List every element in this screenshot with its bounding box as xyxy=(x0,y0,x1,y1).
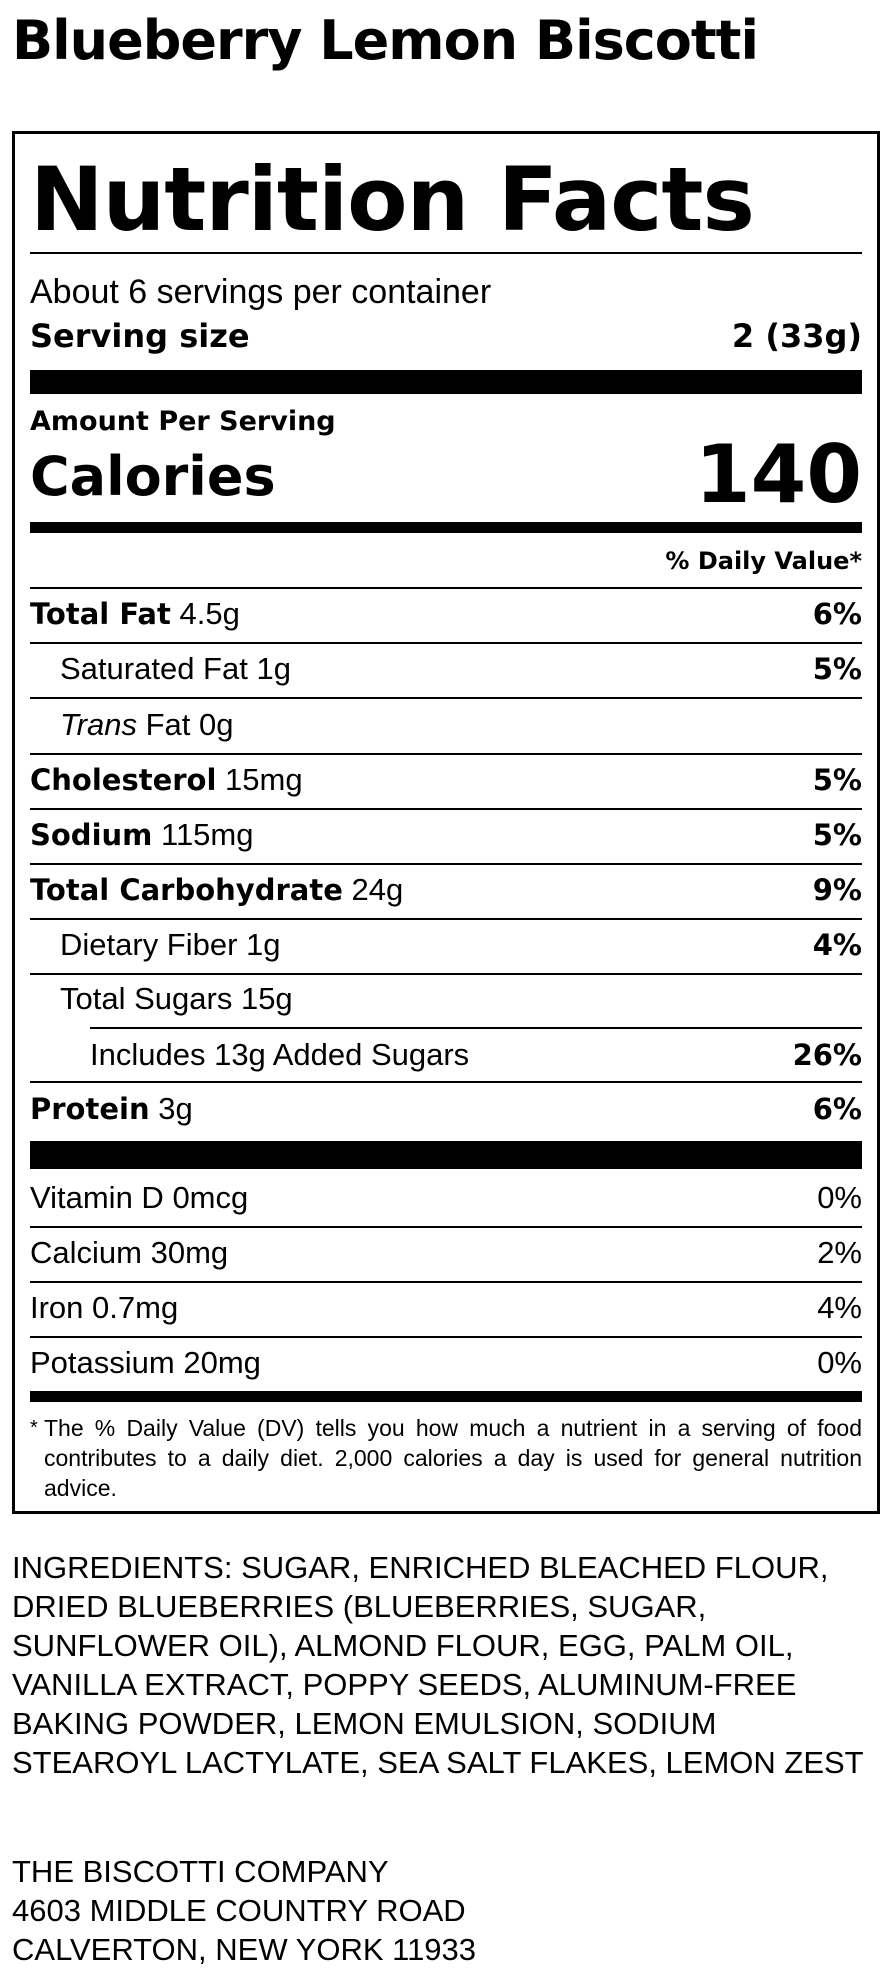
nutrition-facts-title: Nutrition Facts xyxy=(30,148,754,251)
nutrient-amount: 115mg xyxy=(161,817,254,852)
nutrient-daily-value: 6% xyxy=(812,1092,862,1126)
nutrient-amount: 4.5g xyxy=(179,596,240,631)
serving-size-value: 2 (33g) xyxy=(731,317,862,355)
vitamin-name: Vitamin D xyxy=(30,1180,164,1215)
nutrient-daily-value: 6% xyxy=(812,597,862,631)
thick-divider-vitamins xyxy=(30,1141,862,1169)
nutrient-name: Saturated Fat xyxy=(60,651,248,686)
nutrient-name: Dietary Fiber xyxy=(60,927,238,962)
vitamin-amount: 20mg xyxy=(183,1345,261,1380)
nutrient-amount: 24g xyxy=(351,872,404,907)
row-divider xyxy=(90,1027,862,1029)
row-divider xyxy=(30,863,862,865)
vitamin-amount: 30mg xyxy=(150,1235,229,1270)
company-name: THE BISCOTTI COMPANY xyxy=(12,1854,389,1889)
divider xyxy=(30,252,862,254)
row-divider xyxy=(30,1081,862,1083)
vitamin-row xyxy=(30,1235,228,1271)
daily-value-header: % Daily Value* xyxy=(665,547,862,575)
company-address-line2: CALVERTON, NEW YORK 11933 xyxy=(12,1932,477,1967)
row-divider xyxy=(30,1281,862,1283)
row-divider xyxy=(30,697,862,699)
nutrient-name-italic: Trans xyxy=(60,707,137,742)
row-divider xyxy=(30,587,862,589)
vitamin-daily-value: 0% xyxy=(817,1345,862,1380)
serving-size-label: Serving size xyxy=(30,317,250,355)
nutrient-row xyxy=(90,1037,469,1073)
vitamin-daily-value: 4% xyxy=(817,1290,862,1325)
nutrient-row xyxy=(30,596,240,632)
nutrient-name: Fat xyxy=(145,707,191,742)
nutrient-daily-value: 9% xyxy=(812,873,862,907)
footnote-asterisk: * xyxy=(30,1417,38,1439)
row-divider xyxy=(30,1336,862,1338)
nutrient-amount: 15mg xyxy=(225,762,303,797)
nutrient-amount: 3g xyxy=(158,1091,193,1126)
nutrient-row xyxy=(30,872,403,908)
vitamin-row xyxy=(30,1345,261,1381)
nutrient-name: Includes 13g Added Sugars xyxy=(90,1037,470,1072)
vitamin-amount: 0.7mg xyxy=(92,1290,179,1325)
vitamin-row xyxy=(30,1290,178,1326)
vitamin-name: Iron xyxy=(30,1290,84,1325)
vitamin-daily-value: 2% xyxy=(817,1235,862,1270)
calories-value: 140 xyxy=(695,428,862,521)
vitamin-row xyxy=(30,1180,248,1216)
nutrient-name: Protein xyxy=(30,1092,150,1126)
amount-per-serving: Amount Per Serving xyxy=(30,406,336,437)
servings-per-container: About 6 servings per container xyxy=(30,273,492,311)
medium-divider xyxy=(30,522,862,533)
nutrient-name: Total Fat xyxy=(30,597,171,631)
row-divider xyxy=(30,918,862,920)
nutrient-row xyxy=(30,762,303,798)
ingredients-list: INGREDIENTS: SUGAR, ENRICHED BLEACHED FLOUR, DRIED BLUEBERRIES (BLUEBERRIES, SUGAR, SUNFLOWER OIL), ALMOND FLOUR, EGG, PALM OIL, VANILLA EXTRACT, POPPY SEEDS, ALUMINUM-FREE BAKING POWDER, LEMON EMULSION, SODIUM STEAROYL LACTYLATE, SEA SALT FLAKES, LEMON ZEST xyxy=(12,1550,864,1780)
vitamin-amount: 0mcg xyxy=(172,1180,249,1215)
footnote-text: The % Daily Value (DV) tells you how much a nutrient in a serving of food contributes to a daily diet. 2,000 calories a day is used for general nutrition advice. xyxy=(44,1415,862,1501)
row-divider xyxy=(30,642,862,644)
vitamin-name: Calcium xyxy=(30,1235,142,1270)
nutrient-name: Total Carbohydrate xyxy=(30,873,343,907)
nutrient-daily-value: 5% xyxy=(812,652,862,686)
nutrient-amount: 0g xyxy=(199,707,234,742)
row-divider xyxy=(30,808,862,810)
vitamin-name: Potassium xyxy=(30,1345,175,1380)
nutrient-amount: 1g xyxy=(256,651,291,686)
nutrient-row xyxy=(60,981,293,1017)
company-address xyxy=(12,1852,476,1969)
nutrient-name: Total Sugars xyxy=(60,981,233,1016)
row-divider xyxy=(30,753,862,755)
footnote xyxy=(30,1413,862,1503)
nutrient-row xyxy=(60,707,233,743)
vitamin-daily-value: 0% xyxy=(817,1180,862,1215)
nutrition-facts-label xyxy=(12,131,880,1514)
medium-divider-footnote xyxy=(30,1391,862,1402)
row-divider xyxy=(30,973,862,975)
nutrient-row xyxy=(60,651,291,687)
nutrient-amount: 1g xyxy=(246,927,281,962)
nutrient-row xyxy=(60,927,281,963)
thick-divider xyxy=(30,370,862,394)
nutrient-amount: 15g xyxy=(240,981,293,1016)
nutrient-daily-value: 4% xyxy=(812,928,862,962)
nutrient-daily-value: 26% xyxy=(792,1038,862,1072)
calories-label: Calories xyxy=(30,445,276,508)
nutrient-daily-value: 5% xyxy=(812,763,862,797)
row-divider xyxy=(30,1226,862,1228)
product-title: Blueberry Lemon Biscotti xyxy=(12,9,758,72)
nutrient-daily-value: 5% xyxy=(812,818,862,852)
company-address-line1: 4603 MIDDLE COUNTRY ROAD xyxy=(12,1893,466,1928)
nutrient-row xyxy=(30,817,254,853)
nutrient-name: Cholesterol xyxy=(30,763,217,797)
nutrient-row xyxy=(30,1091,193,1127)
nutrient-name: Sodium xyxy=(30,818,153,852)
